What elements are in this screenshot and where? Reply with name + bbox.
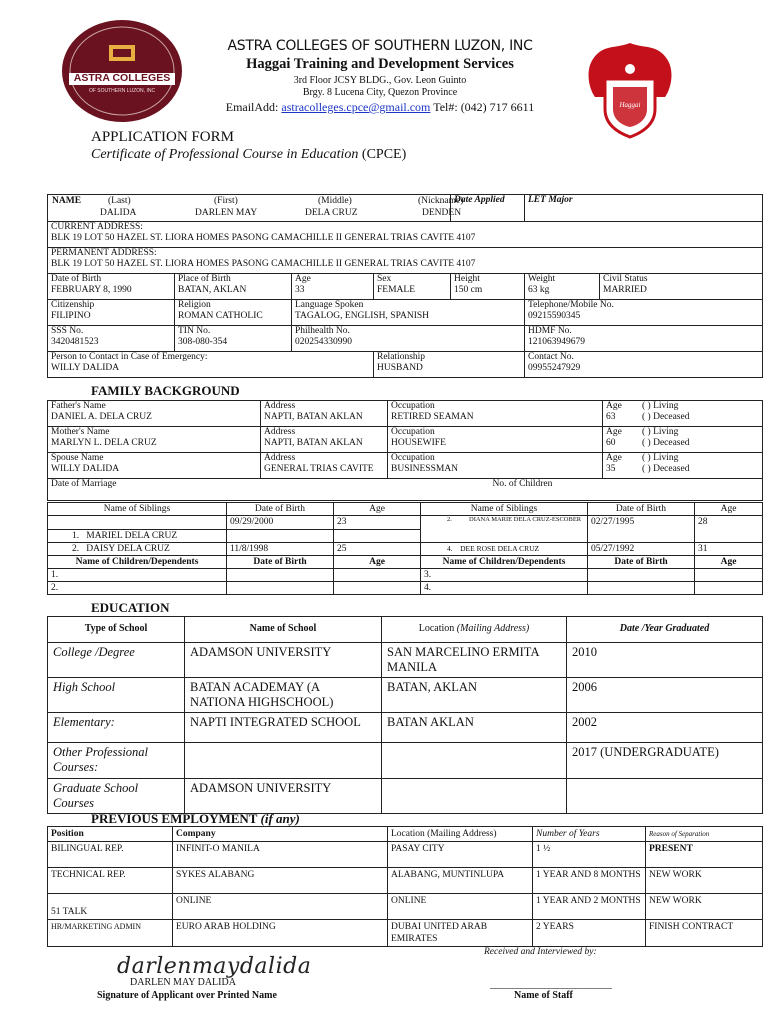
emp-position: 51 TALK: [48, 894, 173, 920]
father-living: ( ) Living: [642, 401, 679, 411]
spouse-address-label: Address: [264, 453, 296, 463]
edu-header-type: Type of School: [48, 617, 185, 643]
table-row: [48, 543, 763, 556]
age-label: Age: [295, 274, 311, 284]
sib-right-name: [421, 516, 588, 543]
edu-location: BATAN AKLAN: [382, 713, 567, 743]
pob-label: Place of Birth: [178, 274, 231, 284]
education-table: [47, 616, 763, 814]
philhealth-label: Philhealth No.: [295, 326, 350, 336]
current-address: BLK 19 LOT 50 HAZEL ST. LIORA HOMES PASONG CAMACHILLE II GENERAL TRIAS CAVITE 4107: [51, 233, 476, 243]
table-row: [48, 678, 763, 713]
emp-position: BILINGUAL REP.: [48, 842, 173, 868]
astra-logo: [61, 19, 183, 123]
language-cell: [292, 300, 525, 326]
father-age-label: Age: [606, 401, 622, 411]
date-applied-label: Date Applied: [454, 195, 505, 205]
family-heading: FAMILY BACKGROUND: [91, 383, 240, 398]
email-link[interactable]: astracolleges.cpce@gmail.com: [281, 100, 431, 114]
sib-right-name-text: DEE ROSE DELA CRUZ: [460, 544, 540, 553]
sib-header-age-2: Age: [695, 503, 763, 516]
spouse-address: GENERAL TRIAS CAVITE: [264, 464, 374, 474]
child-header-name-2: Name of Children/Dependents: [421, 556, 588, 569]
sss-label: SSS No.: [51, 326, 84, 336]
sib-left-number: 2.: [72, 544, 80, 554]
edu-header-location: [382, 617, 567, 643]
mother-status-cell: [639, 427, 763, 453]
height-cell: [451, 274, 525, 300]
spouse-cell: [48, 453, 261, 479]
sib-right-dob: 05/27/1992: [588, 543, 695, 556]
mother-deceased: ( ) Deceased: [642, 438, 690, 448]
father-age: 63: [606, 412, 616, 422]
sib-left-dob: [227, 530, 334, 543]
tin-value: 308-080-354: [178, 337, 228, 347]
mother-label: Mother's Name: [51, 427, 110, 437]
philhealth-cell: [292, 326, 525, 352]
mother-age-label: Age: [606, 427, 622, 437]
edu-year: 2006: [567, 678, 763, 713]
table-row: [48, 779, 763, 814]
middle-label: (Middle): [318, 196, 352, 206]
child-header-dob: Date of Birth: [227, 556, 334, 569]
sib-header-name: Name of Siblings: [48, 503, 227, 516]
marriage-label: Date of Marriage: [51, 479, 117, 489]
edu-location: SAN MARCELINO ERMITA MANILA: [382, 643, 567, 678]
education-heading: EDUCATION: [91, 600, 170, 615]
edu-type: Other Professional Courses:: [48, 743, 185, 779]
sex-cell: [374, 274, 451, 300]
applicant-signature: darlenmaydalida: [117, 954, 312, 979]
mother-occupation-cell: [388, 427, 603, 453]
emp-header-reason: Reason of Separation: [646, 827, 763, 842]
dob-label: Date of Birth: [51, 274, 102, 284]
age-value: 33: [295, 285, 305, 295]
table-row: [48, 868, 763, 894]
edu-mailing-label: (Mailing Address): [456, 623, 530, 634]
sib-header-dob-2: Date of Birth: [588, 503, 695, 516]
father-status-cell: [639, 401, 763, 427]
child-left-number: 1.: [48, 569, 227, 582]
edu-location: [382, 779, 567, 814]
spouse-label: Spouse Name: [51, 453, 104, 463]
child-left-number: 2.: [48, 582, 227, 595]
edu-year: 2017 (UNDERGRADUATE): [567, 743, 763, 779]
logo-left-text: ASTRA COLLEGES: [73, 72, 171, 84]
personal-info-table: [47, 194, 763, 378]
edu-type: Graduate School Courses: [48, 779, 185, 814]
father-occupation: RETIRED SEAMAN: [391, 412, 474, 422]
emp-header-company: Company: [173, 827, 388, 842]
edu-header-name: Name of School: [185, 617, 382, 643]
received-label: Received and Interviewed by:: [484, 947, 597, 957]
father-occupation-cell: [388, 401, 603, 427]
father-address-cell: [261, 401, 388, 427]
edu-year: 2010: [567, 643, 763, 678]
edu-header-year: Date /Year Graduated: [567, 617, 763, 643]
relationship-label: Relationship: [377, 352, 426, 362]
sib-left-name: [48, 516, 227, 530]
sib-right-number: 4.: [447, 544, 453, 553]
phone-cell: [525, 300, 763, 326]
parents-table: [47, 400, 763, 501]
sss-value: 3420481523: [51, 337, 99, 347]
name-cell: [48, 195, 464, 222]
sib-right-dob: 02/27/1995: [588, 516, 695, 543]
edu-school: BATAN ACADEMAY (A NATIONA HIGHSCHOOL): [185, 678, 382, 713]
weight-label: Weight: [528, 274, 556, 284]
mother-address: NAPTI, BATAN AKLAN: [264, 438, 363, 448]
father-address: NAPTI, BATAN AKLAN: [264, 412, 363, 422]
child-header-age: Age: [334, 556, 421, 569]
table-row: [48, 894, 763, 920]
table-row: [48, 582, 763, 595]
father-name: DANIEL A. DELA CRUZ: [51, 412, 152, 422]
father-label: Father's Name: [51, 401, 106, 411]
form-subtitle: [91, 147, 406, 163]
father-occupation-label: Occupation: [391, 401, 435, 411]
emp-years: 1 YEAR AND 2 MONTHS: [533, 894, 646, 920]
sex-label: Sex: [377, 274, 392, 284]
emergency-label: Person to Contact in Case of Emergency:: [51, 352, 208, 362]
sib-right-age: 28: [695, 516, 763, 543]
logo-left-sub: OF SOUTHERN LUZON, INC: [88, 88, 156, 94]
employment-heading: [91, 811, 300, 827]
pob-value: BATAN, AKLAN: [178, 285, 247, 295]
mother-living: ( ) Living: [642, 427, 679, 437]
citizenship-value: FILIPINO: [51, 311, 91, 321]
height-label: Height: [454, 274, 480, 284]
emp-location: ALABANG, MUNTINLUPA: [388, 868, 533, 894]
emp-location: DUBAI UNITED ARAB EMIRATES: [388, 920, 533, 947]
philhealth-value: 020254330990: [295, 337, 352, 347]
citizenship-label: Citizenship: [51, 300, 95, 310]
civil-status-cell: [600, 274, 763, 300]
spouse-living: ( ) Living: [642, 453, 679, 463]
religion-value: ROMAN CATHOLIC: [178, 311, 263, 321]
sib-right-name-text: DIANA MARIE DELA CRUZ-ESCOBER: [469, 516, 582, 523]
emp-reason: FINISH CONTRACT: [646, 920, 763, 947]
hdmf-cell: [525, 326, 763, 352]
address-line-2: Brgy. 8 Lucena City, Quezon Province: [302, 87, 458, 98]
religion-label: Religion: [178, 300, 211, 310]
edu-location-label: Location: [418, 623, 455, 634]
address-line-1: 3rd Floor JCSY BLDG., Gov. Leon Guinto: [293, 75, 467, 86]
first-name: DARLEN MAY: [195, 208, 258, 218]
pob-cell: [175, 274, 292, 300]
child-header-age-2: Age: [695, 556, 763, 569]
emp-header-years: Number of Years: [533, 827, 646, 842]
last-name: DALIDA: [100, 208, 137, 218]
hdmf-label: HDMF No.: [528, 326, 572, 336]
tel-number: Tel#: (042) 717 6611: [433, 100, 535, 114]
spouse-deceased: ( ) Deceased: [642, 464, 690, 474]
emp-company: INFINIT-O MANILA: [173, 842, 388, 868]
subtitle-text: Certificate of Professional Course in Education: [91, 147, 359, 162]
mother-cell: [48, 427, 261, 453]
phone-value: 09215590345: [528, 311, 581, 321]
email-label: EmailAdd:: [225, 100, 279, 114]
table-row: [48, 920, 763, 947]
emergency-cell: [48, 352, 374, 378]
sib-left-name-text: DAISY DELA CRUZ: [86, 544, 170, 554]
emp-company: SYKES ALABANG: [173, 868, 388, 894]
height-value: 150 cm: [454, 285, 483, 295]
let-major-cell: [525, 195, 763, 222]
emp-position: HR/MARKETING ADMIN: [48, 920, 173, 947]
permanent-address-label: PERMANENT ADDRESS:: [51, 248, 157, 258]
spouse-occupation: BUSINESSMAN: [391, 464, 459, 474]
relationship-value: HUSBAND: [377, 363, 423, 373]
name-label: NAME: [52, 196, 82, 206]
child-right-number: 4.: [421, 582, 588, 595]
children-count-cell: [492, 479, 763, 501]
edu-location: BATAN, AKLAN: [382, 678, 567, 713]
nickname-label: (Nickname): [418, 196, 464, 206]
emp-company: ONLINE: [173, 894, 388, 920]
tin-label: TIN No.: [178, 326, 211, 336]
table-row: [48, 743, 763, 779]
emergency-value: WILLY DALIDA: [51, 363, 120, 373]
sex-value: FEMALE: [377, 285, 415, 295]
table-row: [48, 842, 763, 868]
language-value: TAGALOG, ENGLISH, SPANISH: [295, 311, 430, 321]
mother-occupation: HOUSEWIFE: [391, 438, 446, 448]
contact-line: [190, 100, 570, 115]
subtitle-abbr: (CPCE): [361, 147, 407, 162]
logo-right-text: Haggai: [619, 101, 641, 109]
tin-cell: [175, 326, 292, 352]
edu-school: ADAMSON UNIVERSITY: [185, 643, 382, 678]
table-row: [48, 516, 763, 530]
sib-left-name-text: MARIEL DELA CRUZ: [86, 531, 178, 541]
edu-school: ADAMSON UNIVERSITY: [185, 779, 382, 814]
haggai-crest: [585, 39, 675, 139]
signature-label: Signature of Applicant over Printed Name: [97, 990, 277, 1001]
form-title: APPLICATION FORM: [91, 129, 234, 145]
current-address-label: CURRENT ADDRESS:: [51, 222, 143, 232]
table-row: [48, 569, 763, 582]
father-cell: [48, 401, 261, 427]
mother-age-cell: [603, 427, 640, 453]
sib-right-age: 31: [695, 543, 763, 556]
employment-heading-text: PREVIOUS EMPLOYMENT: [91, 811, 258, 826]
printed-name: DARLEN MAY DALIDA: [130, 977, 236, 988]
dob-cell: [48, 274, 175, 300]
emp-location: PASAY CITY: [388, 842, 533, 868]
sib-left-age: [334, 530, 421, 543]
sib-header-name-2: Name of Siblings: [421, 503, 588, 516]
spouse-age-label: Age: [606, 453, 622, 463]
last-label: (Last): [108, 196, 131, 206]
emp-reason: PRESENT: [646, 842, 763, 868]
sss-cell: [48, 326, 175, 352]
emp-header-location: Location (Mailing Address): [388, 827, 533, 842]
father-address-label: Address: [264, 401, 296, 411]
edu-school: NAPTI INTEGRATED SCHOOL: [185, 713, 382, 743]
father-deceased: ( ) Deceased: [642, 412, 690, 422]
spouse-occupation-label: Occupation: [391, 453, 435, 463]
sib-left-number: 1.: [72, 531, 80, 541]
father-age-cell: [603, 401, 640, 427]
sib-header-dob: Date of Birth: [227, 503, 334, 516]
citizenship-cell: [48, 300, 175, 326]
spouse-age: 35: [606, 464, 616, 474]
staff-label: Name of Staff: [514, 990, 573, 1001]
sib-right-name: [421, 543, 588, 556]
dob-value: FEBRUARY 8, 1990: [51, 285, 132, 295]
emp-years: 1 ½: [533, 842, 646, 868]
middle-name: DELA CRUZ: [305, 208, 358, 218]
spouse-occupation-cell: [388, 453, 603, 479]
edu-type: High School: [48, 678, 185, 713]
mother-address-cell: [261, 427, 388, 453]
emp-company: EURO ARAB HOLDING: [173, 920, 388, 947]
nickname: DENDEN: [422, 208, 462, 218]
sib-left-dob: 11/8/1998: [227, 543, 334, 556]
edu-type: College /Degree: [48, 643, 185, 678]
spouse-address-cell: [261, 453, 388, 479]
religion-cell: [175, 300, 292, 326]
employment-heading-suffix: (if any): [260, 811, 300, 826]
permanent-address-cell: [48, 248, 763, 274]
siblings-table: [47, 502, 763, 595]
edu-year: [567, 779, 763, 814]
emp-reason: NEW WORK: [646, 894, 763, 920]
edu-type: Elementary:: [48, 713, 185, 743]
edu-location: [382, 743, 567, 779]
current-address-cell: [48, 222, 763, 248]
phone-label: Telephone/Mobile No.: [528, 300, 614, 310]
sib-left-dob: 09/29/2000: [227, 516, 334, 530]
civil-label: Civil Status: [603, 274, 648, 284]
contact-label: Contact No.: [528, 352, 574, 362]
sib-left-name: [48, 543, 227, 556]
sib-header-age: Age: [334, 503, 421, 516]
civil-value: MARRIED: [603, 285, 647, 295]
emp-reason: NEW WORK: [646, 868, 763, 894]
age-cell: [292, 274, 374, 300]
weight-value: 63 kg: [528, 285, 550, 295]
child-right-number: 3.: [421, 569, 588, 582]
weight-cell: [525, 274, 600, 300]
hdmf-value: 121063949679: [528, 337, 585, 347]
table-row: [48, 643, 763, 678]
emp-position: TECHNICAL REP.: [48, 868, 173, 894]
emp-years: 2 YEARS: [533, 920, 646, 947]
edu-school: [185, 743, 382, 779]
emp-location: ONLINE: [388, 894, 533, 920]
edu-year: 2002: [567, 713, 763, 743]
contact-cell: [525, 352, 763, 378]
staff-line: ___________________________: [490, 979, 612, 990]
mother-age: 60: [606, 438, 616, 448]
child-header-dob-2: Date of Birth: [588, 556, 695, 569]
school-name: ASTRA COLLEGES OF SOUTHERN LUZON, INC: [227, 38, 533, 54]
sib-left-name: [48, 530, 227, 543]
relationship-cell: [374, 352, 525, 378]
mother-name: MARLYN L. DELA CRUZ: [51, 438, 157, 448]
language-label: Language Spoken: [295, 300, 364, 310]
child-header-name: Name of Children/Dependents: [48, 556, 227, 569]
children-count-label: No. of Children: [492, 479, 553, 489]
mother-address-label: Address: [264, 427, 296, 437]
spouse-name: WILLY DALIDA: [51, 464, 120, 474]
first-label: (First): [214, 196, 238, 206]
emp-years: 1 YEAR AND 8 MONTHS: [533, 868, 646, 894]
org-name: Haggai Training and Development Services: [246, 56, 514, 72]
spouse-age-cell: [603, 453, 640, 479]
mother-occupation-label: Occupation: [391, 427, 435, 437]
permanent-address: BLK 19 LOT 50 HAZEL ST. LIORA HOMES PASONG CAMACHILLE II GENERAL TRIAS CAVITE 4107: [51, 259, 476, 269]
sib-right-number: 2.: [447, 516, 452, 523]
contact-value: 09955247929: [528, 363, 581, 373]
table-row: [48, 713, 763, 743]
sib-left-age: 25: [334, 543, 421, 556]
employment-table: [47, 826, 763, 947]
spouse-status-cell: [639, 453, 763, 479]
emp-header-position: Position: [48, 827, 173, 842]
let-major-label: LET Major: [528, 195, 573, 205]
sib-left-age: 23: [334, 516, 421, 530]
